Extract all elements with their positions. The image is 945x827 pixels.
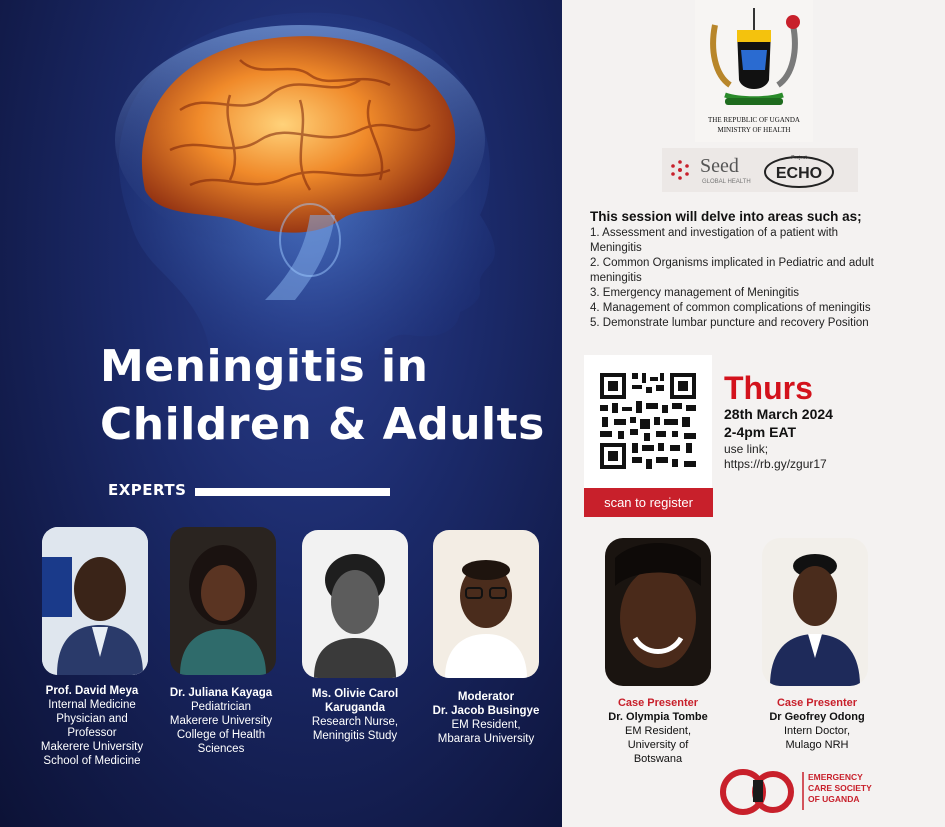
case-presenter-name: Dr. Olympia Tombe	[608, 711, 708, 723]
case-presenter-role: Case Presenter	[776, 697, 858, 709]
expert-name: Dr. Juliana Kayaga	[169, 687, 273, 699]
expert-name: Dr. Jacob Busingye	[432, 705, 540, 717]
expert-detail: Makerere University	[169, 715, 273, 727]
expert-detail: College of Health	[176, 729, 266, 741]
echo-project-label: Project	[791, 155, 807, 161]
session-topics-list	[590, 226, 930, 331]
seed-wordmark: Seed	[700, 155, 739, 177]
expert-detail: Mbarara University	[437, 733, 535, 745]
case-presenter-photo-geofrey-odong	[762, 538, 868, 686]
case-presenter-detail: Mulago NRH	[785, 739, 849, 751]
title-line-2: Children & Adults	[100, 399, 545, 450]
use-link-label: use link;	[724, 442, 769, 456]
expert-detail: Meningitis Study	[312, 730, 398, 742]
expert-name-line-2: Karuganda	[324, 702, 386, 714]
expert-card-jacob-busingye	[411, 690, 561, 746]
expert-detail: Pediatrician	[190, 701, 252, 713]
expert-card-olivie-karuganda	[280, 687, 430, 743]
case-presenter-card-geofrey-odong	[737, 696, 897, 752]
expert-name: Prof. David Meya	[45, 685, 139, 697]
event-title	[100, 338, 560, 454]
case-presenter-role: Case Presenter	[617, 697, 699, 709]
list-item: Meningitis	[590, 242, 642, 254]
list-item: 5. Demonstrate lumbar puncture and recovery Position	[590, 317, 869, 329]
expert-card-david-meya	[17, 684, 167, 768]
expert-detail: Physician and	[56, 713, 128, 725]
ecsu-line: EMERGENCY	[808, 772, 863, 782]
expert-detail: Makerere University	[40, 741, 144, 753]
seed-subtitle: GLOBAL HEALTH	[702, 179, 751, 185]
ecsu-wordmark	[808, 772, 872, 805]
ministry-line-1: THE REPUBLIC OF UGANDA	[708, 116, 800, 124]
expert-detail: Sciences	[197, 743, 245, 755]
brain-head-illustration	[60, 0, 530, 360]
experts-divider	[195, 488, 390, 496]
list-item: 1. Assessment and investigation of a patient with	[590, 227, 839, 239]
event-date: 28th March 2024	[724, 406, 833, 422]
list-item: 3. Emergency management of Meningitis	[590, 287, 800, 299]
list-item: 2. Common Organisms implicated in Pediatric and adult	[590, 257, 874, 269]
uganda-coat-of-arms-icon	[695, 0, 813, 142]
uganda-ministry-logo	[695, 0, 813, 142]
list-item: 4. Management of common complications of meningitis	[590, 302, 871, 314]
registration-link[interactable]: https://rb.gy/zgur17	[724, 457, 827, 471]
expert-photo-juliana-kayaga	[170, 527, 276, 675]
session-heading: This session will delve into areas such as;	[590, 209, 862, 224]
expert-photo-david-meya	[42, 527, 148, 675]
case-presenter-photo-olympia-tombe	[605, 538, 711, 686]
event-time: 2-4pm EAT	[724, 424, 797, 440]
echo-wordmark: ECHO	[775, 165, 823, 182]
expert-detail: School of Medicine	[43, 755, 141, 767]
expert-card-juliana-kayaga	[146, 686, 296, 756]
ministry-line-2: MINISTRY OF HEALTH	[717, 126, 791, 134]
expert-detail: Professor	[67, 727, 117, 739]
expert-photo-olivie-karuganda	[302, 530, 408, 678]
event-day: Thurs	[724, 370, 813, 406]
experts-label: EXPERTS	[108, 481, 187, 499]
qr-code-card[interactable]	[584, 355, 712, 488]
seed-echo-logos	[662, 148, 858, 192]
case-presenter-name: Dr Geofrey Odong	[769, 711, 865, 723]
expert-name: Ms. Olivie Carol	[311, 688, 399, 700]
title-line-1: Meningitis in	[100, 341, 429, 392]
expert-detail: Internal Medicine	[48, 699, 136, 711]
expert-detail: EM Resident,	[451, 719, 521, 731]
ecsu-line: CARE SOCIETY	[808, 783, 872, 793]
ecsu-line: OF UGANDA	[808, 794, 860, 804]
qr-code-icon[interactable]	[584, 355, 712, 488]
list-item: meningitis	[590, 272, 642, 284]
case-presenter-detail: Intern Doctor,	[783, 725, 851, 737]
expert-role: Moderator	[457, 691, 515, 703]
case-presenter-detail: EM Resident,	[624, 725, 692, 737]
expert-detail: Research Nurse,	[311, 716, 399, 728]
case-presenter-card-olympia-tombe	[578, 696, 738, 766]
scan-to-register-button[interactable]: scan to register	[584, 488, 713, 517]
expert-photo-jacob-busingye	[433, 530, 539, 678]
seed-flower-icon	[671, 160, 689, 180]
case-presenter-detail: University of	[627, 739, 689, 751]
case-presenter-detail: Botswana	[633, 753, 683, 765]
